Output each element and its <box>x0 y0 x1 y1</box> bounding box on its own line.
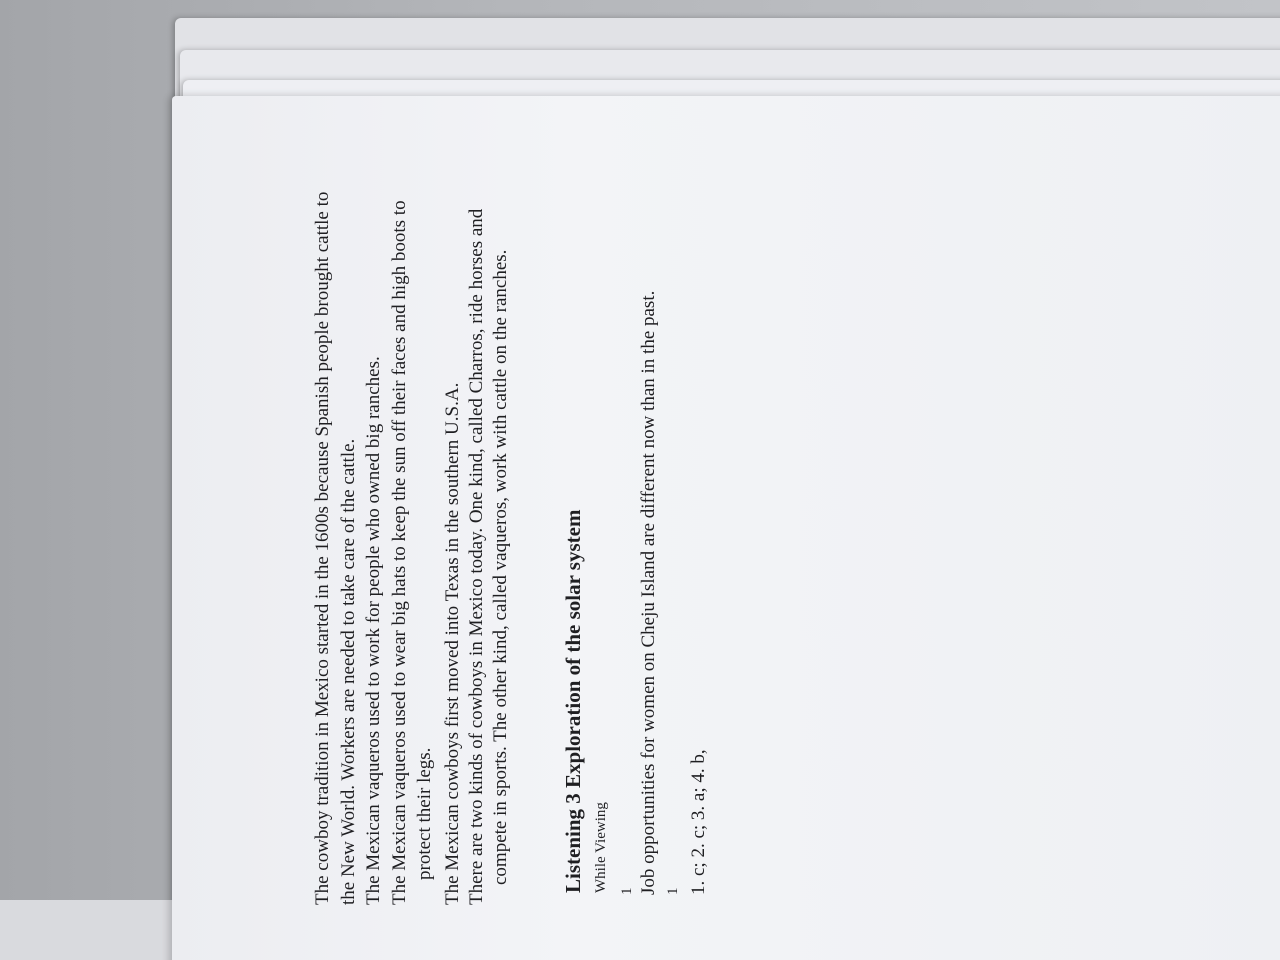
text-line: protect their legs. <box>414 747 435 880</box>
text-line: There are two kinds of cowboys in Mexico today. One kind, called Charros, ride horses and <box>466 208 487 905</box>
text-line: The Mexican cowboys first moved into Texas in the southern U.S.A. <box>442 382 463 905</box>
text-line: The Mexican vaqueros used to work for people who owned big ranches. <box>363 356 384 905</box>
text-line: The Mexican vaqueros used to wear big hats to keep the sun off their faces and high boots to <box>389 200 410 905</box>
text-line: the New World. Workers are needed to take care of the cattle. <box>338 438 359 905</box>
answer-line: Job opportunities for women on Cheju Island are different now than in the past. <box>638 290 659 895</box>
text-line: compete in sports. The other kind, called vaqueros, work with cattle on the ranches. <box>490 249 511 885</box>
subheading: While Viewing <box>593 802 609 893</box>
answer-key: 1. c; 2. c; 3. a; 4. b, <box>688 749 709 895</box>
item-number: 1 <box>665 887 681 895</box>
text-line: The cowboy tradition in Mexico started in the 1600s because Spanish people brought cattle to <box>312 191 333 905</box>
rotated-text-block <box>300 191 760 905</box>
item-number: 1 <box>619 887 635 895</box>
section-heading: Listening 3 Exploration of the solar system <box>561 509 585 893</box>
